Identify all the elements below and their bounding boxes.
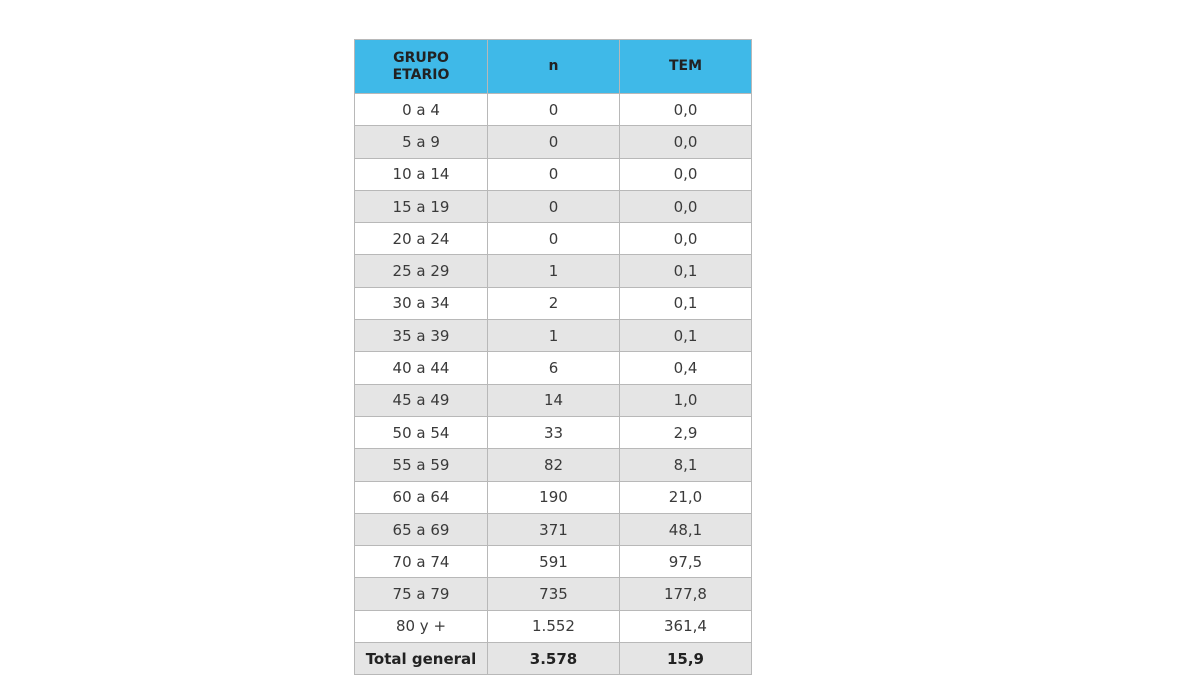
header-grupo-etario-label: GRUPO ETARIO: [392, 49, 450, 83]
cell-tem: 0,1: [620, 255, 752, 287]
table-row: [355, 546, 752, 578]
data-table-container: [354, 39, 751, 675]
cell-tem: 0,4: [620, 352, 752, 384]
cell-n: 0: [488, 94, 620, 126]
cell-n: 591: [488, 546, 620, 578]
cell-tem: 0,1: [620, 320, 752, 352]
cell-grupo-etario: 0 a 4: [355, 94, 488, 126]
cell-n: 0: [488, 190, 620, 222]
table-row: [355, 94, 752, 126]
cell-tem: 97,5: [620, 546, 752, 578]
cell-tem: 8,1: [620, 449, 752, 481]
cell-tem: 0,0: [620, 223, 752, 255]
cell-n: 0: [488, 126, 620, 158]
cell-grupo-etario: 10 a 14: [355, 158, 488, 190]
cell-tem: 361,4: [620, 610, 752, 642]
cell-grupo-etario: 20 a 24: [355, 223, 488, 255]
table-row: [355, 158, 752, 190]
cell-grupo-etario: 70 a 74: [355, 546, 488, 578]
table-footer: [355, 643, 752, 675]
cell-tem: 2,9: [620, 416, 752, 448]
cell-grupo-etario: 15 a 19: [355, 190, 488, 222]
cell-grupo-etario: 35 a 39: [355, 320, 488, 352]
cell-tem: 0,0: [620, 158, 752, 190]
table-row: [355, 449, 752, 481]
table-row: [355, 352, 752, 384]
cell-grupo-etario: 30 a 34: [355, 287, 488, 319]
cell-tem: 21,0: [620, 481, 752, 513]
cell-tem: 0,0: [620, 126, 752, 158]
cell-n: 371: [488, 513, 620, 545]
cell-grupo-etario: 60 a 64: [355, 481, 488, 513]
cell-grupo-etario: 40 a 44: [355, 352, 488, 384]
cell-tem: 0,0: [620, 190, 752, 222]
header-tem: TEM: [620, 40, 752, 94]
total-n: 3.578: [488, 643, 620, 675]
table-header: [355, 40, 752, 94]
table-row: [355, 190, 752, 222]
cell-n: 735: [488, 578, 620, 610]
cell-n: 14: [488, 384, 620, 416]
table-row: [355, 578, 752, 610]
cell-n: 190: [488, 481, 620, 513]
total-row: [355, 643, 752, 675]
cell-n: 0: [488, 223, 620, 255]
cell-n: 82: [488, 449, 620, 481]
age-group-table: [354, 39, 752, 675]
table-row: [355, 610, 752, 642]
table-body: [355, 94, 752, 643]
cell-tem: 0,1: [620, 287, 752, 319]
cell-n: 1.552: [488, 610, 620, 642]
table-row: [355, 223, 752, 255]
cell-n: 6: [488, 352, 620, 384]
table-row: [355, 126, 752, 158]
cell-grupo-etario: 75 a 79: [355, 578, 488, 610]
table-row: [355, 255, 752, 287]
cell-grupo-etario: 55 a 59: [355, 449, 488, 481]
cell-tem: 177,8: [620, 578, 752, 610]
header-row: [355, 40, 752, 94]
table-row: [355, 320, 752, 352]
cell-tem: 1,0: [620, 384, 752, 416]
cell-grupo-etario: 65 a 69: [355, 513, 488, 545]
cell-grupo-etario: 45 a 49: [355, 384, 488, 416]
cell-tem: 48,1: [620, 513, 752, 545]
cell-n: 33: [488, 416, 620, 448]
table-row: [355, 287, 752, 319]
cell-grupo-etario: 25 a 29: [355, 255, 488, 287]
cell-n: 1: [488, 255, 620, 287]
table-row: [355, 384, 752, 416]
total-tem: 15,9: [620, 643, 752, 675]
cell-grupo-etario: 50 a 54: [355, 416, 488, 448]
total-label: Total general: [355, 643, 488, 675]
cell-n: 1: [488, 320, 620, 352]
header-grupo-etario: [355, 40, 488, 94]
cell-grupo-etario: 80 y +: [355, 610, 488, 642]
cell-n: 0: [488, 158, 620, 190]
header-n: n: [488, 40, 620, 94]
cell-tem: 0,0: [620, 94, 752, 126]
table-row: [355, 416, 752, 448]
table-row: [355, 481, 752, 513]
cell-n: 2: [488, 287, 620, 319]
cell-grupo-etario: 5 a 9: [355, 126, 488, 158]
table-row: [355, 513, 752, 545]
